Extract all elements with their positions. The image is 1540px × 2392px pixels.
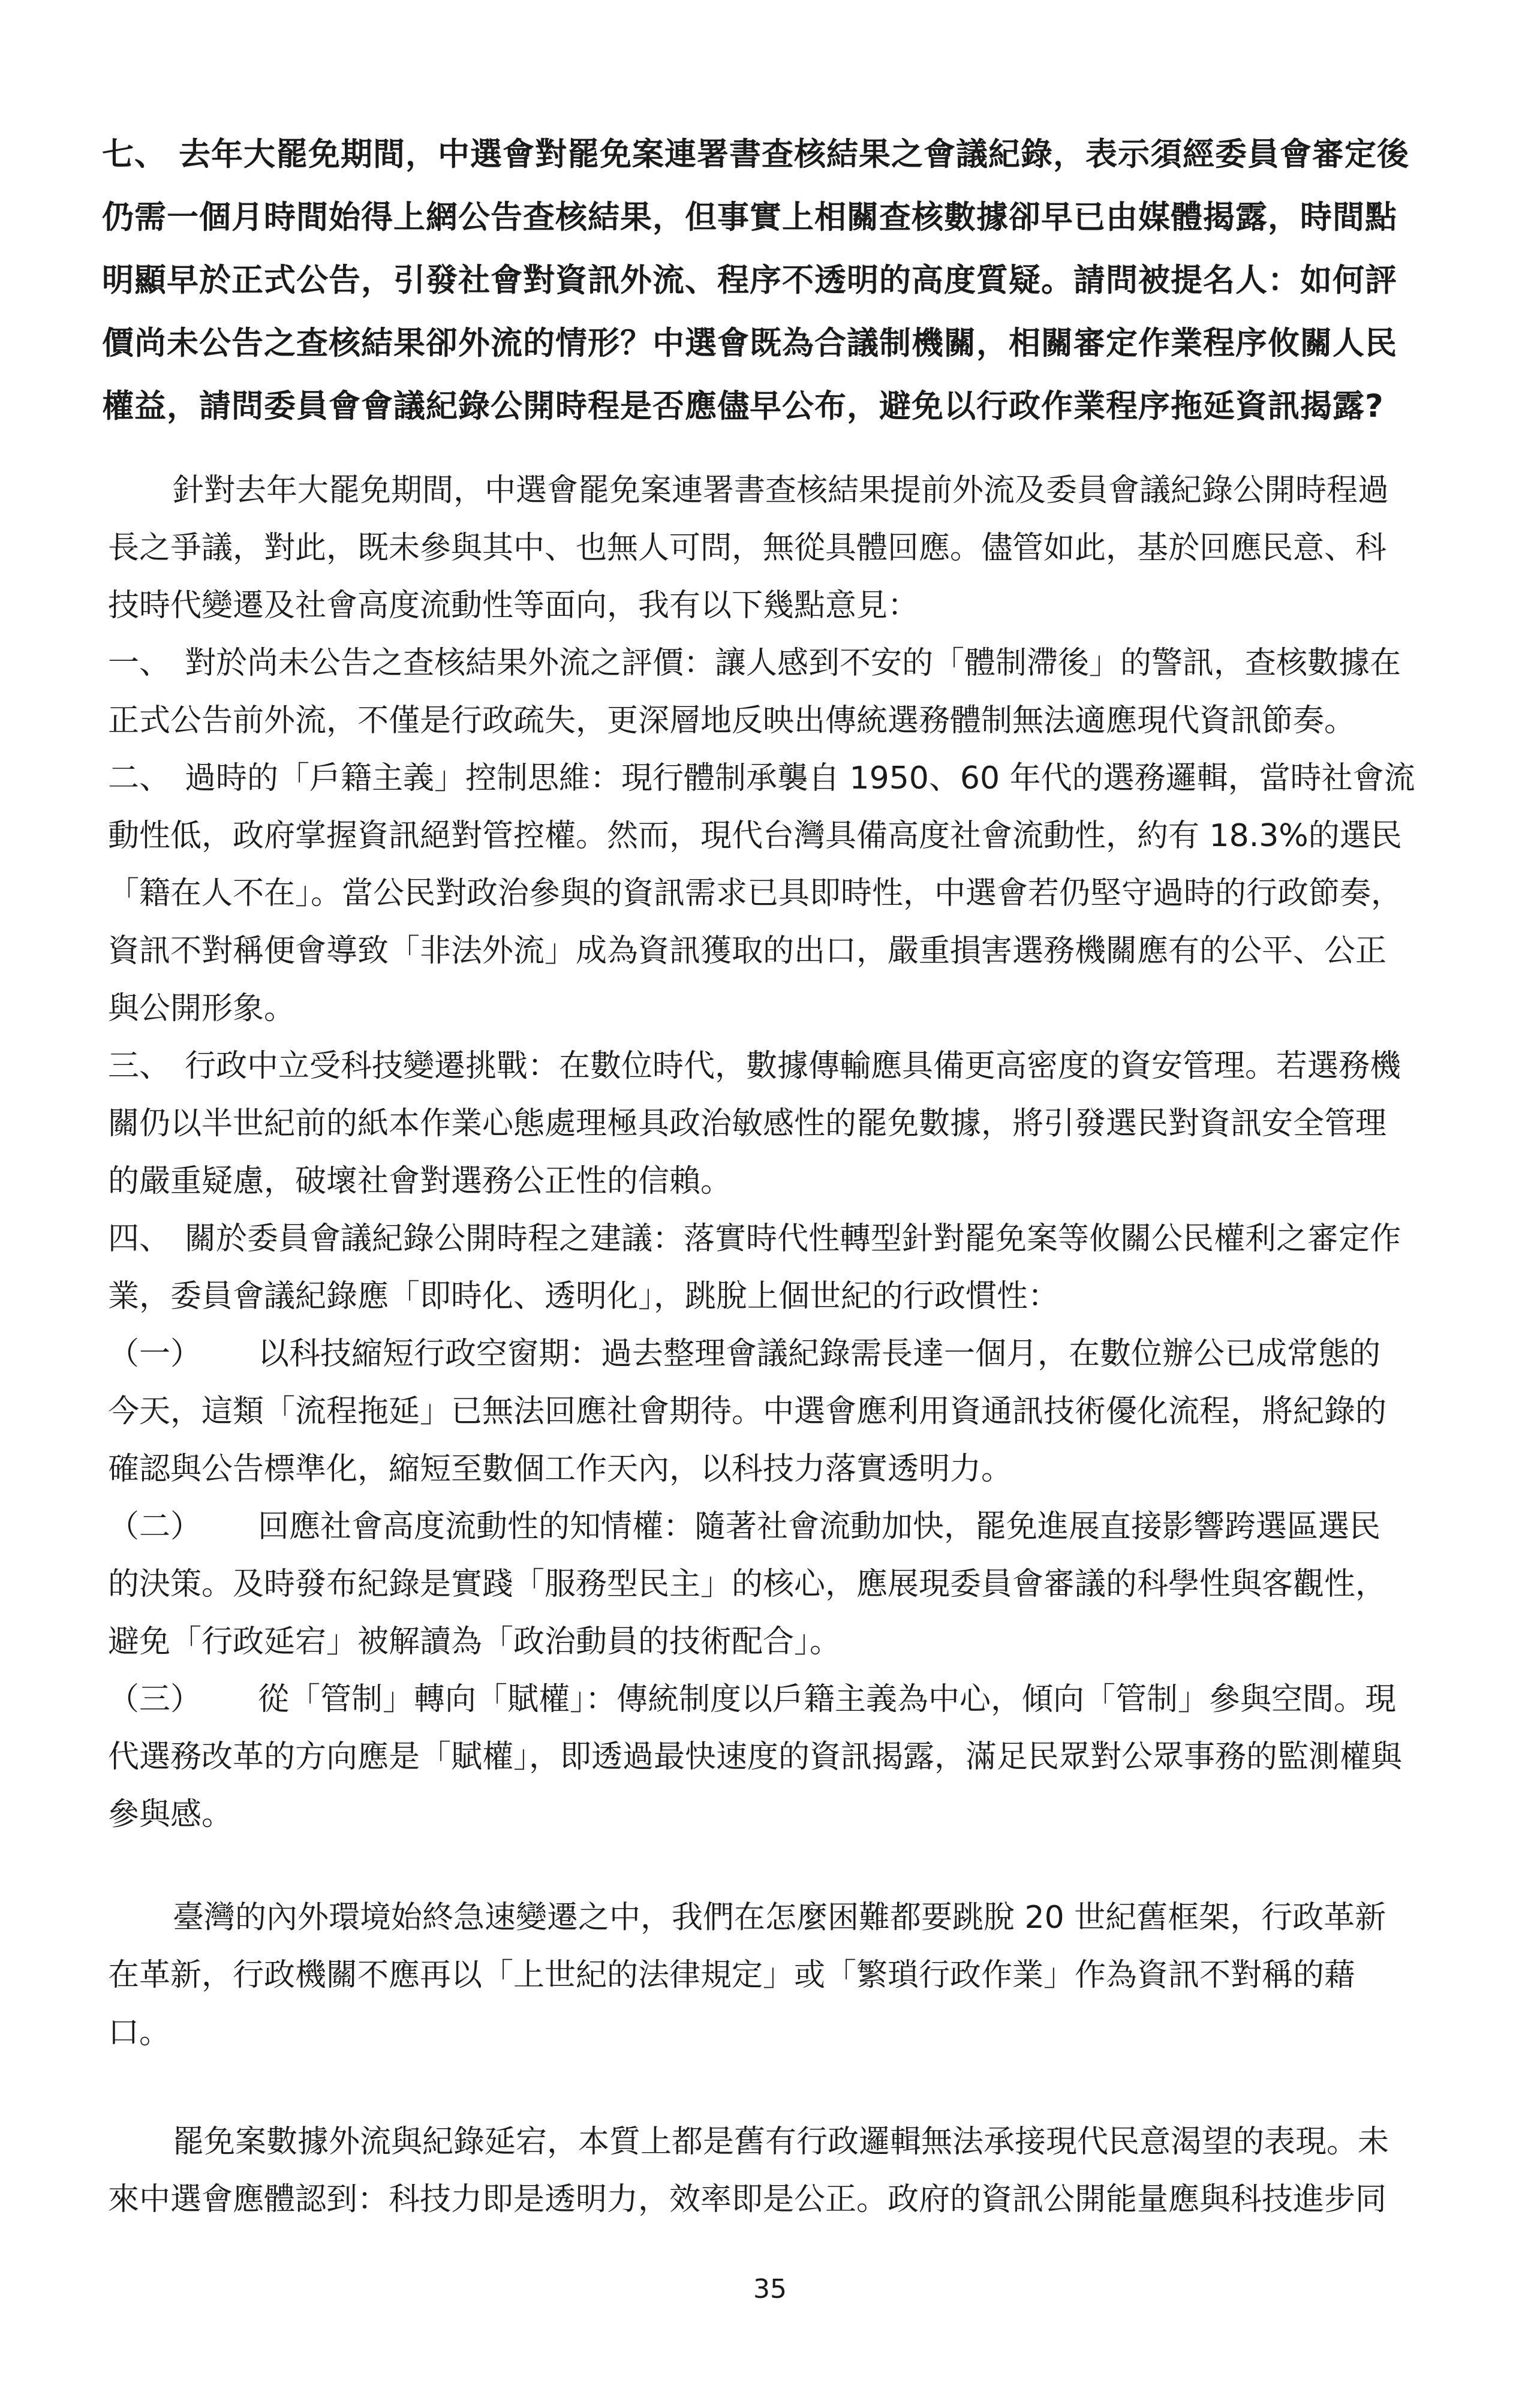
point-number: 三、 xyxy=(108,1048,171,1084)
subpoint-line: 參與感。 xyxy=(108,1797,233,1833)
point-line: 資訊不對稱便會導致「非法外流」成為資訊獲取的出口，嚴重損害選務機關應有的公平、公正 xyxy=(108,933,1387,969)
page-number: 35 xyxy=(753,2274,787,2304)
subpoint-line: 的決策。及時發布紀錄是實踐「服務型民主」的核心，應展現委員會審議的科學性與客觀性， xyxy=(108,1566,1387,1602)
subpoint-line: 確認與公告標準化，縮短至數個工作天內，以科技力落實透明力。 xyxy=(108,1451,1013,1487)
point-2 xyxy=(108,750,1427,1037)
answer-intro xyxy=(108,462,1427,634)
conclusion-line: 臺灣的內外環境始終急速變遷之中，我們在怎麼困難都要跳脫 20 世紀舊框架，行政革新 xyxy=(173,1900,1386,1936)
question-block xyxy=(102,123,1427,438)
question-text: 去年大罷免期間，中選會對罷免案連署書查核結果之會議紀錄，表示須經委員會審定後仍需一個月時間始得上網公告查核結果，但事實上相關查核數據卻早已由媒體揭露，時間點明顯早於正式公告，引發社會對資訊外流、程序不透明的高度質疑。請問被提名人：如何評價尚未公告之查核結果卻外流的情形？中選會既為合議制機關，相關審定作業程序攸關人民權益，請問委員會會議紀錄公開時程是否應儘早公布，避免以行政作業程序拖延資訊揭露? xyxy=(102,136,1409,425)
point-line: 過時的「戶籍主義」控制思維：現行體制承襲自 1950、60 年代的選務邏輯，當時社會流 xyxy=(185,760,1415,796)
conclusion-line: 在革新，行政機關不應再以「上世紀的法律規定」或「繁瑣行政作業」作為資訊不對稱的藉 xyxy=(108,1957,1356,1993)
point-line: 的嚴重疑慮，破壞社會對選務公正性的信賴。 xyxy=(108,1163,732,1199)
point-line: 業，委員會議紀錄應「即時化、透明化」，跳脫上個世紀的行政慣性： xyxy=(108,1278,1060,1314)
subpoint-line: 回應社會高度流動性的知情權：隨著社會流動加快，罷免進展直接影響跨選區選民 xyxy=(258,1509,1381,1545)
conclusion-line: 罷免案數據外流與紀錄延宕，本質上都是舊有行政邏輯無法承接現代民意渴望的表現。未 xyxy=(173,2124,1389,2160)
point-number: 四、 xyxy=(108,1221,171,1257)
conclusion-line: 口。 xyxy=(108,2015,171,2051)
point-3 xyxy=(108,1037,1427,1210)
question-label: 七、 xyxy=(102,136,167,173)
conclusion-paragraph-2 xyxy=(108,2113,1427,2228)
subpoint-line: 代選務改革的方向應是「賦權」，即透過最快速度的資訊揭露，滿足民眾對公眾事務的監測權與 xyxy=(108,1739,1403,1775)
subpoint-line: 以科技縮短行政空窗期：過去整理會議紀錄需長達一個月，在數位辦公已成常態的 xyxy=(258,1336,1381,1372)
point-line: 關仍以半世紀前的紙本作業心態處理極具政治敏感性的罷免數據，將引發選民對資訊安全管理 xyxy=(108,1106,1387,1142)
point-number: 一、 xyxy=(108,645,171,681)
point-line: 對於尚未公告之查核結果外流之評價：讓人感到不安的「體制滯後」的警訊，查核數據在 xyxy=(185,645,1401,681)
intro-line: 技時代變遷及社會高度流動性等面向，我有以下幾點意見： xyxy=(108,588,919,624)
subpoint-number: （一） xyxy=(108,1336,202,1372)
subpoint-1 xyxy=(108,1325,1427,1498)
point-line: 「籍在人不在」。當公民對政治參與的資訊需求已具即時性，中選會若仍堅守過時的行政節奏， xyxy=(108,875,1403,911)
point-line: 與公開形象。 xyxy=(108,991,296,1027)
intro-line: 針對去年大罷免期間，中選會罷免案連署書查核結果提前外流及委員會議紀錄公開時程過 xyxy=(173,473,1389,509)
point-line: 關於委員會議紀錄公開時程之建議：落實時代性轉型針對罷免案等攸關公民權利之審定作 xyxy=(185,1221,1401,1257)
point-1 xyxy=(108,634,1427,750)
point-line: 行政中立受科技變遷挑戰：在數位時代，數據傳輸應具備更高密度的資安管理。若選務機 xyxy=(185,1048,1401,1084)
subpoint-2 xyxy=(108,1498,1427,1671)
point-number: 二、 xyxy=(108,760,171,796)
conclusion-paragraph-1 xyxy=(108,1889,1427,2062)
subpoint-number: （三） xyxy=(108,1681,202,1717)
point-line: 動性低，政府掌握資訊絕對管控權。然而，現代台灣具備高度社會流動性，約有 18.3%的選民 xyxy=(108,818,1402,854)
point-4 xyxy=(108,1210,1427,1325)
conclusion-line: 來中選會應體認到：科技力即是透明力，效率即是公正。政府的資訊公開能量應與科技進步同 xyxy=(108,2182,1387,2218)
subpoint-line: 今天，這類「流程拖延」已無法回應社會期待。中選會應利用資通訊技術優化流程，將紀錄的 xyxy=(108,1394,1387,1430)
subpoint-line: 避免「行政延宕」被解讀為「政治動員的技術配合」。 xyxy=(108,1624,841,1660)
point-line: 正式公告前外流，不僅是行政疏失，更深層地反映出傳統選務體制無法適應現代資訊節奏。 xyxy=(108,703,1356,739)
subpoint-number: （二） xyxy=(108,1509,202,1545)
intro-line: 長之爭議，對此，既未參與其中、也無人可問，無從具體回應。儘管如此，基於回應民意、科 xyxy=(108,530,1387,566)
subpoint-3 xyxy=(108,1671,1427,1843)
subpoint-line: 從「管制」轉向「賦權」：傳統制度以戶籍主義為中心，傾向「管制」參與空間。現 xyxy=(258,1681,1397,1717)
